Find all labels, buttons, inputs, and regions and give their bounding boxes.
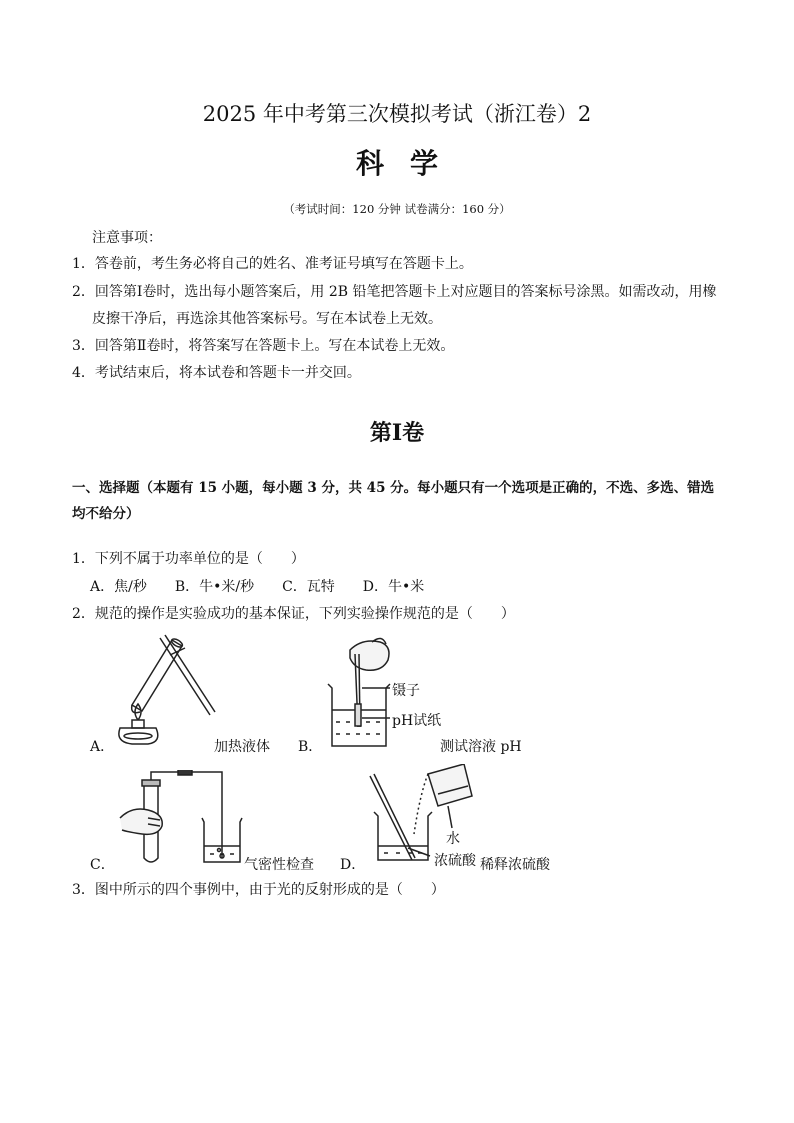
question-2-stem: 2．规范的操作是实验成功的基本保证，下列实验操作规范的是（ ） xyxy=(72,606,515,622)
question-3-stem: 3．图中所示的四个事例中，由于光的反射形成的是（ ） xyxy=(72,882,445,898)
note-item-2-cont: 皮擦干净后，再选涂其他答案标号。写在本试卷上无效。 xyxy=(92,311,442,327)
option-d-caption: 稀释浓硫酸 xyxy=(480,857,550,873)
section-title: 第Ⅰ卷 xyxy=(369,420,425,446)
notes-heading: 注意事项： xyxy=(92,230,162,246)
note-item-2: 2．回答第Ⅰ卷时，选出每小题答案后，用 2B 铅笔把答题卡上对应题目的答案标号涂黑。如需改动，用橡 xyxy=(72,284,717,300)
question-1-stem: 1．下列不属于功率单位的是（ ） xyxy=(72,551,305,567)
note-item-4: 4．考试结束后，将本试卷和答题卡一并交回。 xyxy=(72,365,361,381)
note-item-1: 1．答卷前，考生务必将自己的姓名、准考证号填写在答题卡上。 xyxy=(72,256,473,272)
airtightness-check-figure xyxy=(118,770,248,870)
section-instructions-line1: 一、选择题（本题有 15 小题，每小题 3 分，共 45 分。每小题只有一个选项是正确的，不选、多选、错选 xyxy=(72,480,715,496)
label-concentrated-acid: 浓硫酸 xyxy=(434,853,476,869)
label-tweezers: 镊子 xyxy=(392,683,420,699)
question-1-options: A．焦/秒 B．牛•米/秒 C．瓦特 D．牛•米 xyxy=(90,579,425,595)
note-item-3: 3．回答第Ⅱ卷时，将答案写在答题卡上。写在本试卷上无效。 xyxy=(72,338,455,354)
exam-info: （考试时间：120 分钟 试卷满分：160 分） xyxy=(283,202,511,216)
option-a-caption: 加热液体 xyxy=(214,739,270,755)
exam-title: 2025 年中考第三次模拟考试（浙江卷）2 xyxy=(202,102,592,126)
option-b-caption: 测试溶液 pH xyxy=(440,739,522,755)
label-ph-paper: pH试纸 xyxy=(392,713,442,729)
section-instructions-line2: 均不给分） xyxy=(72,506,140,522)
option-c-caption: 气密性检查 xyxy=(244,857,314,873)
option-d-letter: D． xyxy=(340,857,366,873)
label-water: 水 xyxy=(446,831,460,847)
option-c-letter: C． xyxy=(90,857,115,873)
heating-liquid-figure xyxy=(110,620,220,750)
subject-title: 科学 xyxy=(355,147,464,180)
option-a-letter: A． xyxy=(90,739,115,755)
option-b-letter: B． xyxy=(298,739,323,755)
